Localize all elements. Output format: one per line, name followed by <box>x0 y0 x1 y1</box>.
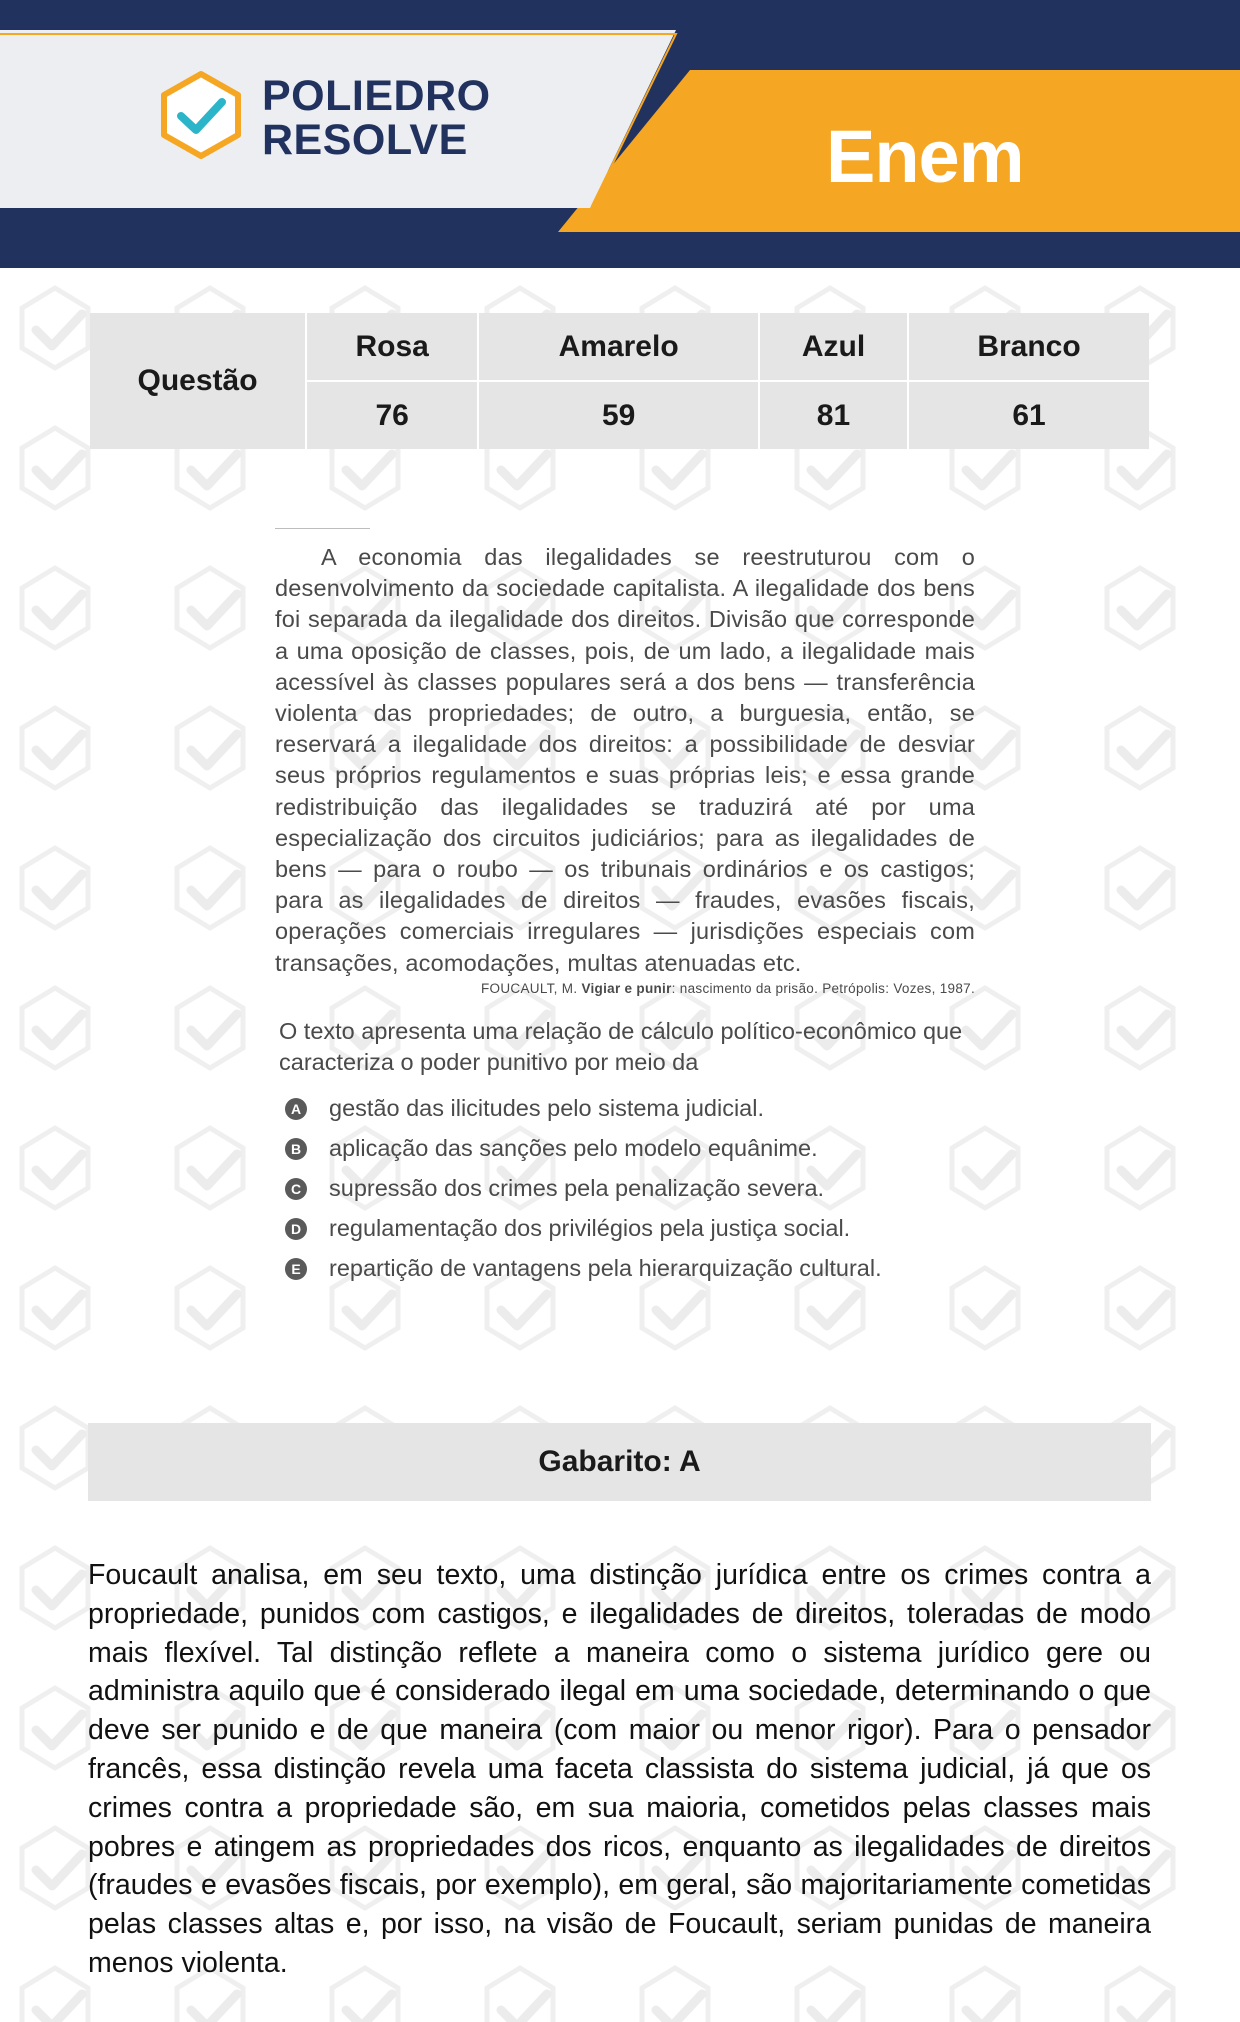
brand-name <box>262 74 491 162</box>
option-letter-badge: C <box>285 1178 307 1200</box>
option-letter-badge: A <box>285 1098 307 1120</box>
brand-line-1: POLIEDRO <box>262 72 491 120</box>
answer-key-label: Gabarito: A <box>538 1445 701 1478</box>
question-block <box>275 528 975 1289</box>
citation-author: FOUCAULT, M. <box>481 980 578 996</box>
option-text: repartição de vantagens pela hierarquização cultural. <box>329 1255 882 1282</box>
question-prompt: O texto apresenta uma relação de cálculo político-econômico que caracteriza o poder punitivo por meio da <box>279 1017 963 1076</box>
option-text: supressão dos crimes pela penalização severa. <box>329 1175 825 1202</box>
option-letter-badge: E <box>285 1258 307 1280</box>
option-letter-badge: D <box>285 1218 307 1240</box>
option-text: regulamentação dos privilégios pela justiça social. <box>329 1215 851 1242</box>
booklet-color-azul: Azul <box>760 313 907 380</box>
booklet-color-rosa: Rosa <box>307 313 477 380</box>
explanation-text: Foucault analisa, em seu texto, uma distinção jurídica entre os crimes contra a propriedade, punidos com castigos, e ilegalidades de direitos, toleradas de modo mais flexível. Tal distinção reflete a maneira como o sistema jurídico gere ou administra aquilo que é considerado ilegal em uma sociedade, determinando o que deve ser punido e de que maneira (com maior ou menor rigor). Para o pensador francês, essa distinção revela uma faceta classista do sistema judicial, já que os crimes contra a propriedade são, em sua maioria, cometidos pelas classes mais pobres e atingem as propriedades dos ricos, enquanto as ilegalidades de direitos (fraudes e evasões fiscais, por exemplo), em geral, são majoritariamente cometidas pelas classes altas e, por isso, na visão de Foucault, seriam punidas de maneira menos violenta. <box>88 1559 1151 1979</box>
citation-details: : nascimento da prisão. Petrópolis: Vozes, 1987. <box>671 980 975 996</box>
question-number-branco: 61 <box>909 382 1149 449</box>
answer-key-bar <box>88 1423 1151 1501</box>
question-number-rosa: 76 <box>307 382 477 449</box>
answer-options <box>275 1089 975 1289</box>
option-c <box>285 1169 975 1209</box>
booklet-color-branco: Branco <box>909 313 1149 380</box>
question-number-azul: 81 <box>760 382 907 449</box>
citation-title: Vigiar e punir <box>581 980 672 996</box>
option-text: gestão das ilicitudes pelo sistema judicial. <box>329 1095 764 1122</box>
option-e <box>285 1249 975 1289</box>
option-letter-badge: B <box>285 1138 307 1160</box>
option-text: aplicação das sanções pelo modelo equânime. <box>329 1135 818 1162</box>
option-d <box>285 1209 975 1249</box>
option-a <box>285 1089 975 1129</box>
question-passage: A economia das ilegalidades se reestruturou com o desenvolvimento da sociedade capitalista. A ilegalidade dos bens foi separada da ilegalidade dos direitos. Divisão que corresponde a uma oposição de classes, pois, de um lado, a ilegalidade mais acessível às classes populares será a dos bens — transferência violenta das propriedades; de outro, a burguesia, então, se reservará a ilegalidade dos direitos: a possibilidade de desviar seus próprios regulamentos e suas próprias leis; e essa grande redistribuição das ilegalidades se traduzirá até por uma especialização dos circuitos judiciários; para as ilegalidades de bens — para o roubo — os tribunais ordinários e os castigos; para as ilegalidades de direitos — fraudes, evasões fiscais, operações comerciais irregulares — jurisdições especiais com transações, acomodações, multas atenuadas etc. <box>275 544 975 976</box>
question-label: Questão <box>90 313 305 449</box>
booklet-color-amarelo: Amarelo <box>479 313 758 380</box>
logo-icon <box>156 70 246 160</box>
question-number-amarelo: 59 <box>479 382 758 449</box>
question-number-table <box>88 311 1151 451</box>
question-citation <box>275 981 975 996</box>
header-banner <box>0 0 1240 268</box>
exam-title: Enem <box>826 115 1024 198</box>
option-b <box>285 1129 975 1169</box>
brand-line-2: RESOLVE <box>262 116 468 164</box>
